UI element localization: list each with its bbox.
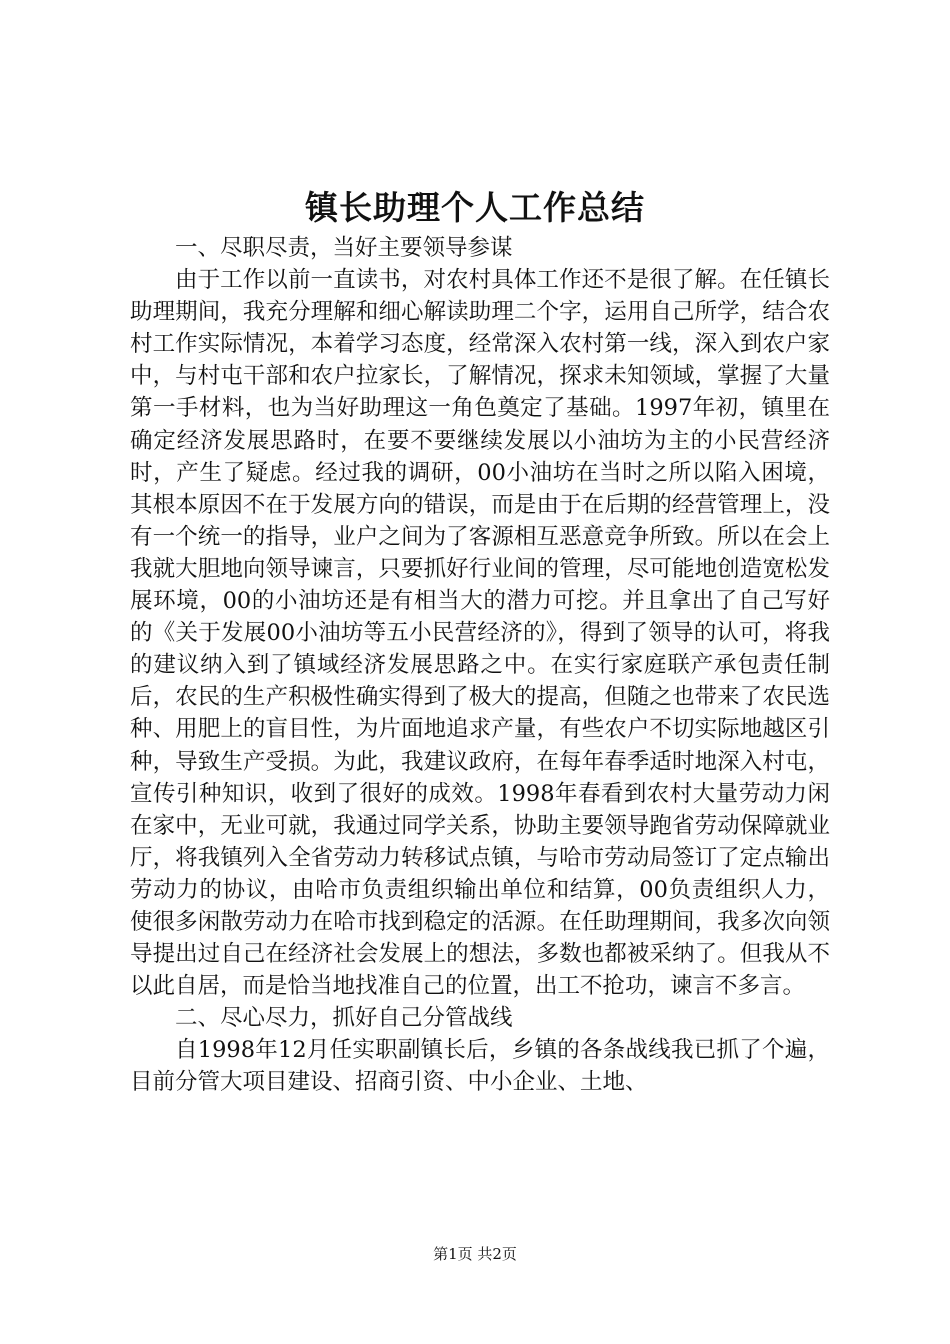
section-heading-2: 二、尽心尽力，抓好自己分管战线: [175, 1005, 513, 1032]
page-footer: 第1页 共2页: [433, 1245, 517, 1263]
document-title: 镇长助理个人工作总结: [305, 188, 645, 227]
paragraph-1: 由于工作以前一直读书，对农村具体工作还不是很了解。在任镇长助理期间，我充分理解和细心解读助理二个字，运用自己所学，结合农村工作实际情况，本着学习态度，经常深入农村第一线，深入到农户家中，与村屯干部和农户拉家长，了解情况，探求未知领域，掌握了大量第一手材料，也为当好助理这一角色奠定了基础。1997年初，镇里在确定经济发展思路时，在要不要继续发展以小油坊为主的小民营经济时，产生了疑虑。经过我的调研，00小油坊在当时之所以陷入困境，其根本原因不在于发展方向的错误，而是由于在后期的经营管理上，没有一个统一的指导，业户之间为了客源相互恶意竞争所致。所以在会上我就大胆地向领导谏言，只要抓好行业间的管理，尽可能地创造宽松发展环境，00的小油坊还是有相当大的潜力可挖。并且拿出了自己写好的《关于发展00小油坊等五小民营经济的》，得到了领导的认可，将我的建议纳入到了镇域经济发展思路之中。在实行家庭联产承包责任制后，农民的生产积极性确实得到了极大的提高，但随之也带来了农民选种、用肥上的盲目性，为片面地追求产量，有些农户不切实际地越区引种，导致生产受损。为此，我建议政府，在每年春季适时地深入村屯，宣传引种知识，收到了很好的成效。1998年春看到农村大量劳动力闲在家中，无业可就，我通过同学关系，协助主要领导跑省劳动保障就业厅，将我镇列入全省劳动力转移试点镇，与哈市劳动局签订了定点输出劳动力的协议，由哈市负责组织输出单位和结算，00负责组织人力，使很多闲散劳动力在哈市找到稳定的活源。在任助理期间，我多次向领导提出过自己在经济社会发展上的想法，多数也都被采纳了。但我从不以此自居，而是恰当地找准自己的位置，出工不抢功，谏言不多言。: [130, 267, 830, 1000]
section-heading-1: 一、尽职尽责，当好主要领导参谋: [175, 235, 513, 261]
paragraph-2: 自1998年12月任实职副镇长后，乡镇的各条战线我已抓了个遍，目前分管大项目建设、招商引资、中小企业、土地、: [130, 1037, 830, 1096]
document-body: [130, 232, 830, 1099]
